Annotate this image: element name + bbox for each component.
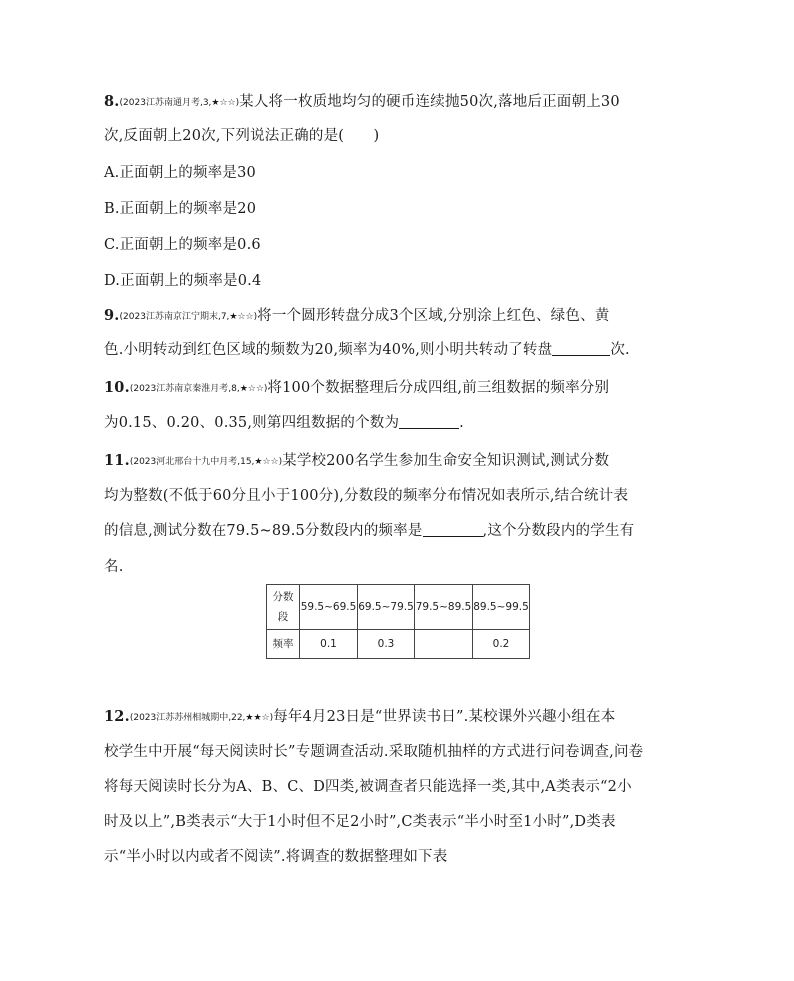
q12-stem-4: 时及以上”,B类表示“大于1小时但不足2小时”,C类表示“半小时至1小时”,D类表 (104, 814, 616, 830)
q12-line-1 (104, 707, 704, 728)
q9-number: 9. (104, 307, 120, 324)
q8-option-a: A.正面朝上的频率是30 (104, 165, 256, 181)
q9-stem-2-end: 次. (610, 342, 630, 358)
frequency-cell-2: 0.3 (358, 630, 415, 659)
q11-stem-2: 均为整数(不低于60分且小于100分),分数段的频率分布情况如表所示,结合统计表 (104, 488, 629, 504)
q11-line-3 (104, 521, 704, 541)
q12-stem-5: 示“半小时以内或者不阅读”.将调查的数据整理如下表 (104, 849, 448, 865)
q10-number: 10. (104, 379, 130, 396)
q9-line-2 (104, 340, 704, 360)
q11-stem-3: 的信息,测试分数在79.5~89.5分数段内的频率是 (104, 523, 423, 539)
header-label-bottom: 段 (277, 611, 289, 623)
q9-stem-1: 将一个圆形转盘分成3个区域,分别涂上红色、绿色、黄 (257, 308, 610, 324)
q11-line-1 (104, 451, 704, 472)
range-cell-2: 69.5~79.5 (358, 585, 415, 630)
table-header-label (267, 585, 300, 630)
q9-source: (2023江苏南京江宁期末,7,★☆☆) (119, 312, 258, 322)
q12-number: 12. (104, 708, 130, 725)
q11-source: (2023河北邢台十九中月考,15,★☆☆) (129, 457, 283, 467)
frequency-cell-1: 0.1 (300, 630, 358, 659)
table-row-frequency (267, 630, 530, 659)
q8-option-c: C.正面朝上的频率是0.6 (104, 237, 261, 253)
q10-stem-2-end: . (459, 415, 464, 431)
q10-line-2 (104, 413, 704, 433)
q12-stem-2: 校学生中开展“每天阅读时长”专题调查活动.采取随机抽样的方式进行问卷调查,问卷 (104, 744, 644, 760)
table-row-ranges (267, 585, 530, 630)
q8-source: (2023江苏南通月考,3,★☆☆) (119, 98, 240, 108)
range-cell-3: 79.5~89.5 (415, 585, 473, 630)
q8-stem-1: 某人将一枚质地均匀的硬币连续抛50次,落地后正面朝上30 (239, 94, 620, 110)
q11-stem-1: 某学校200名学生参加生命安全知识测试,测试分数 (282, 453, 610, 469)
q8-option-b: B.正面朝上的频率是20 (104, 201, 257, 217)
frequency-cell-3[interactable] (415, 630, 473, 659)
q8-stem-2: 次,反面朝上20次,下列说法正确的是( ) (104, 128, 380, 144)
q9-line-1 (104, 306, 704, 327)
q10-answer-blank[interactable] (399, 414, 459, 429)
frequency-label: 频率 (267, 630, 300, 659)
range-cell-1: 59.5~69.5 (300, 585, 358, 630)
q12-source: (2023江苏苏州相城期中,22,★★☆) (129, 713, 274, 723)
q11-answer-blank-1[interactable] (423, 522, 483, 537)
q10-stem-1: 将100个数据整理后分成四组,前三组数据的频率分别 (267, 380, 610, 396)
q11-frequency-table (266, 584, 530, 659)
q8-number: 8. (104, 93, 120, 110)
q10-stem-2: 为0.15、0.20、0.35,则第四组数据的个数为 (104, 415, 400, 431)
q11-number: 11. (104, 452, 130, 469)
range-cell-4: 89.5~99.5 (473, 585, 530, 630)
q11-stem-4: 名. (104, 559, 124, 575)
q8-option-d: D.正面朝上的频率是0.4 (104, 273, 262, 289)
q12-stem-3: 将每天阅读时长分为A、B、C、D四类,被调查者只能选择一类,其中,A类表示“2小 (104, 779, 632, 795)
header-label-top: 分数 (272, 591, 294, 603)
q11-stem-3-end: ,这个分数段内的学生有 (482, 523, 635, 539)
q9-answer-blank[interactable] (552, 341, 610, 356)
q8-line-1 (104, 92, 704, 113)
q10-line-1 (104, 378, 704, 399)
q12-stem-1: 每年4月23日是“世界读书日”.某校课外兴趣小组在本 (273, 709, 616, 725)
q9-stem-2: 色.小明转动到红色区域的频数为20,频率为40%,则小明共转动了转盘 (104, 342, 553, 358)
q10-source: (2023江苏南京秦淮月考,8,★☆☆) (129, 384, 268, 394)
frequency-cell-4: 0.2 (473, 630, 530, 659)
